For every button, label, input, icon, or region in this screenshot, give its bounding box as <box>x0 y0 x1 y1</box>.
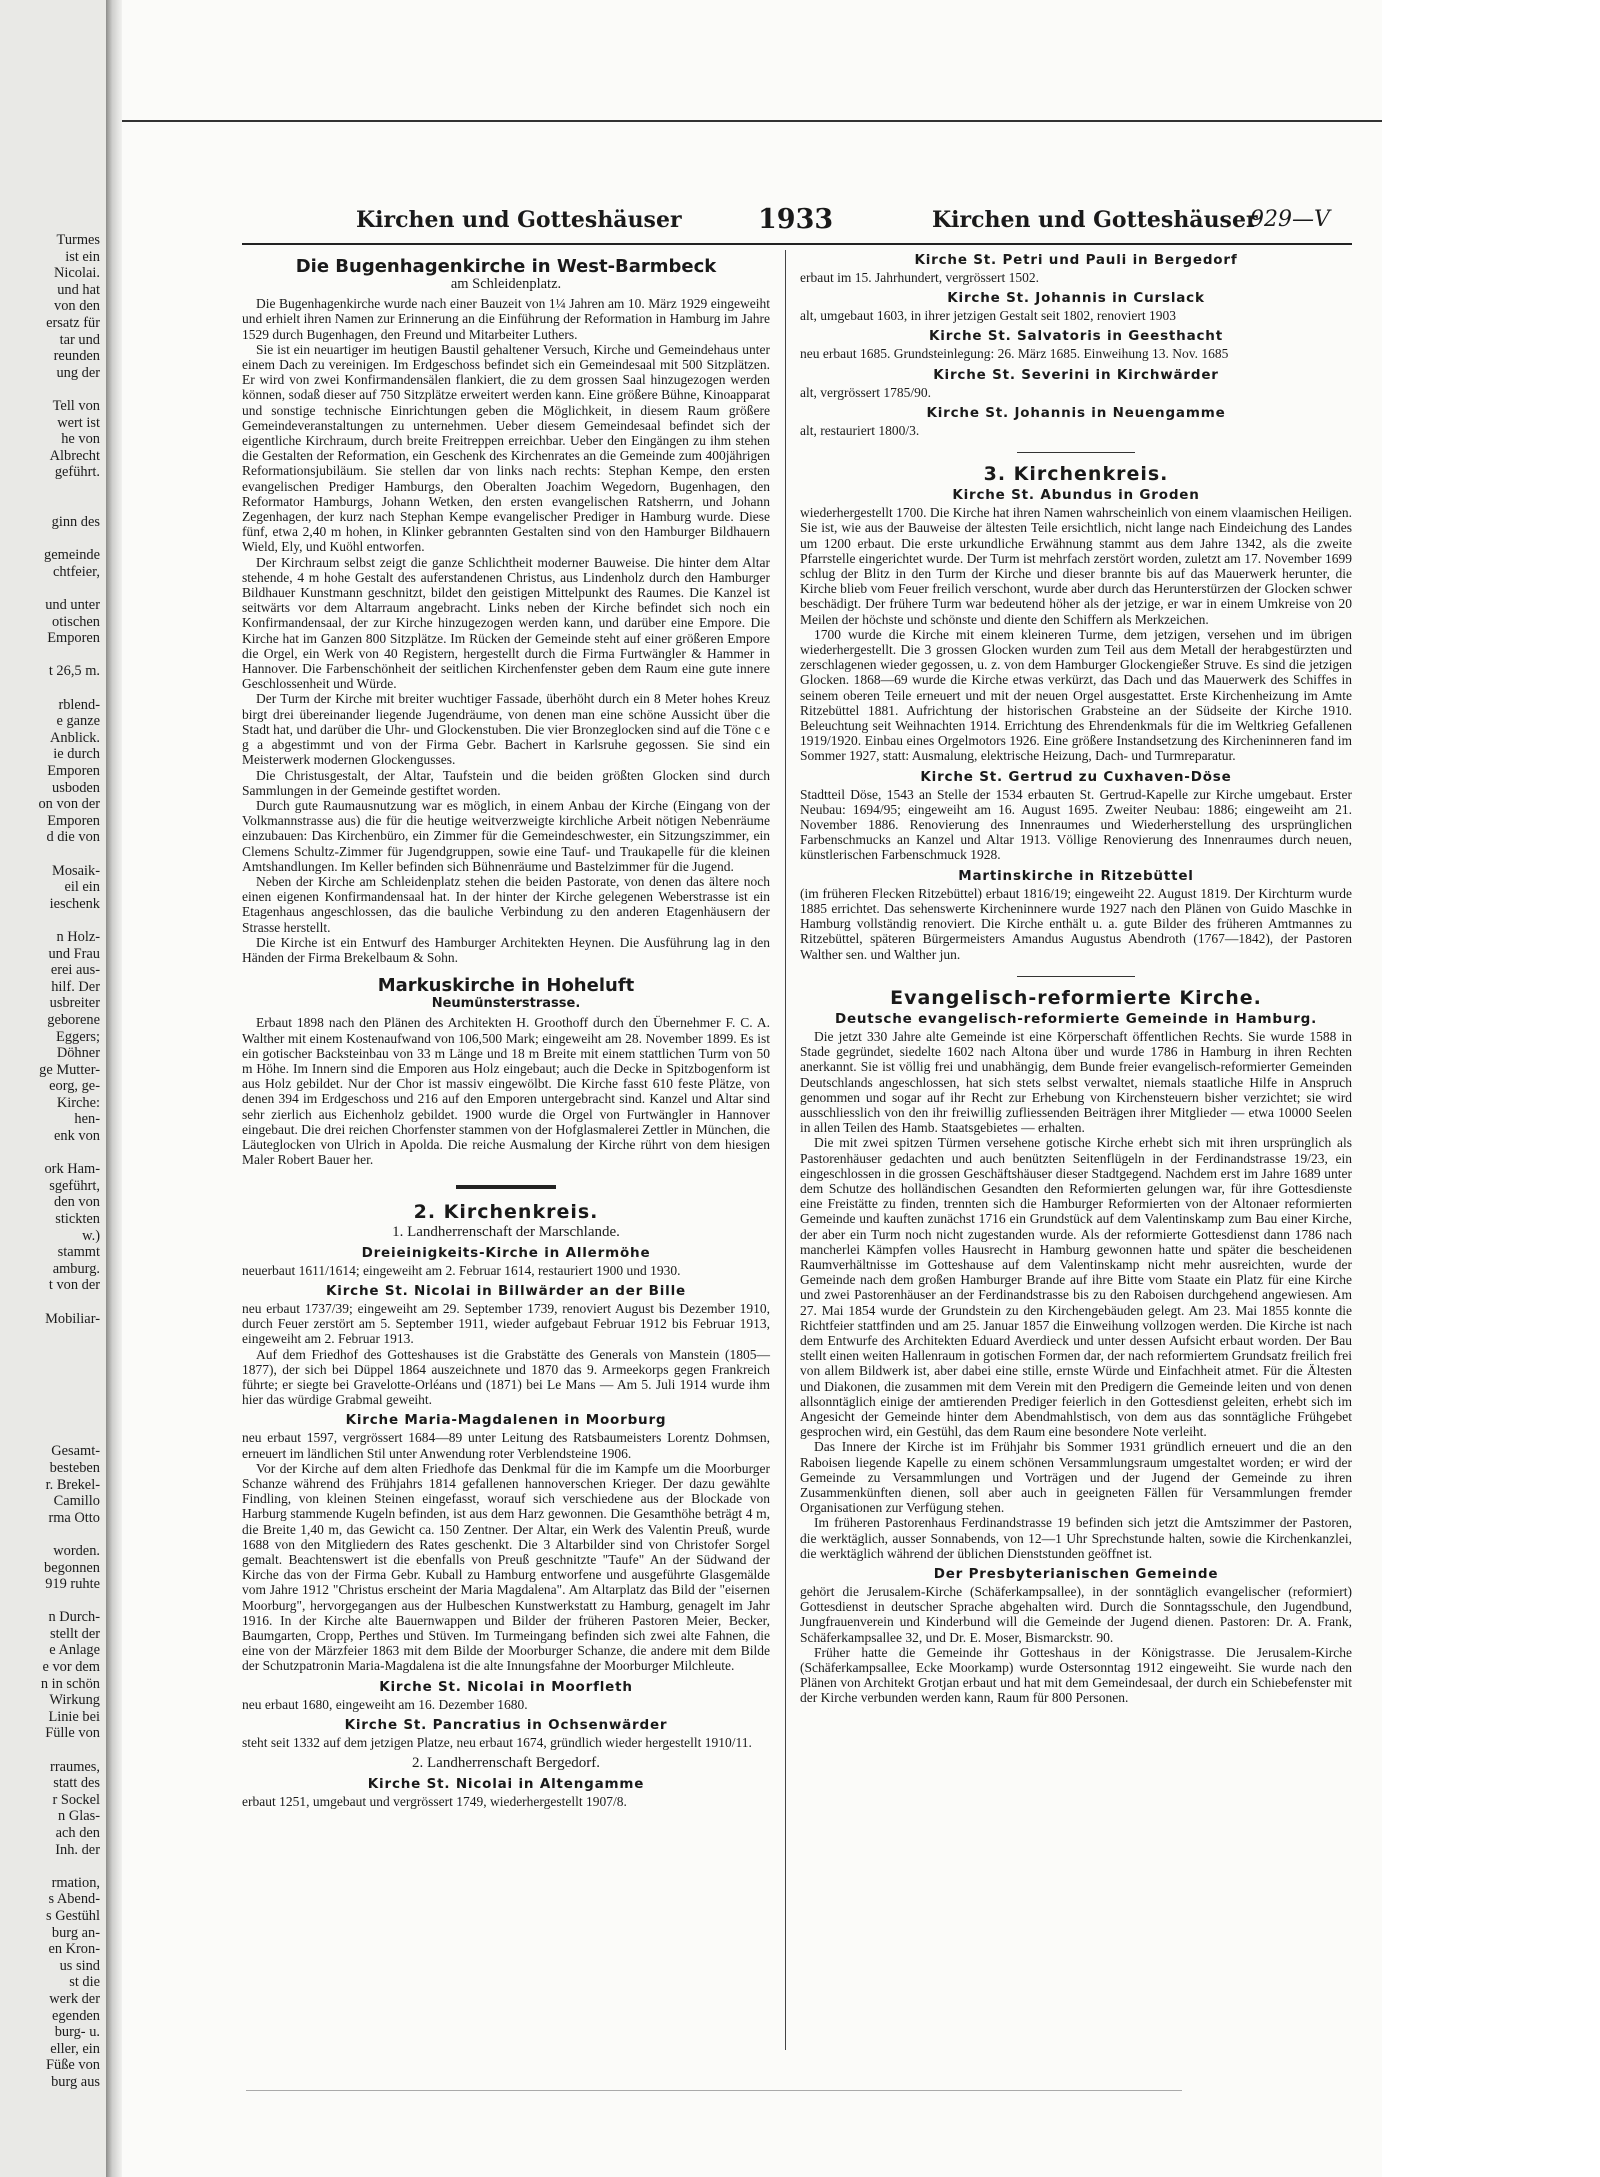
facing-page-line: den von <box>54 1194 100 1211</box>
facing-page-line: Mosaik- <box>52 862 100 879</box>
kreis3-title: 3. Kirchenkreis. <box>983 463 1169 486</box>
book-page <box>122 0 1382 2177</box>
facing-page-line <box>0 1360 100 1377</box>
facing-page-line: hen- <box>74 1111 100 1128</box>
facing-page-line: st die <box>69 1974 100 1991</box>
facing-page-line: t von der <box>48 1277 100 1294</box>
facing-page-line <box>0 1377 100 1394</box>
facing-page-line: on von der <box>38 796 100 813</box>
facing-page-line: rmation, <box>51 1874 100 1891</box>
facing-page-line: Füße von <box>46 2057 100 2074</box>
facing-page-line: stammt <box>57 1244 100 1261</box>
kreis2-title: 2. Kirchenkreis. <box>413 1201 599 1224</box>
facing-page-line <box>0 1410 100 1427</box>
facing-page-line: eil ein <box>64 879 100 896</box>
entry-title: Kirche St. Johannis in Curslack <box>947 290 1205 307</box>
entry-title: Kirche St. Gertrud zu Cuxhaven-Döse <box>920 768 1232 785</box>
facing-page-line: e Anlage <box>49 1642 100 1659</box>
facing-page-line <box>0 647 100 664</box>
entry-title: Kirche St. Severini in Kirchwärder <box>933 366 1219 383</box>
bottom-rule <box>246 2090 1182 2091</box>
bugenhagen-paragraph: Die Christusgestalt, der Altar, Taufstein und die beiden größten Glocken sind durch Sammlungen in der Gemeinde gestiftet worden. <box>242 767 770 798</box>
top-rule <box>122 120 1382 122</box>
entry-text: 1700 wurde die Kirche mit einem kleineren Turme, dem jetzigen, versehen und im übrigen wiederhergestellt. Die 3 grossen Glocken wurden zum Teil aus dem Metall der herabgestürzten und zerschlagenen wieder gegossen, u. z. von dem Hamburger Glockengießer Struve. Es sind die jetzigen Glocken. 1868—69 wurde die Kirche etwas verkürzt, das Dach und das Mauerwerk des Schiffes in seinem oberen Teile erneuert und mit der neuen Orgel ausgestattet. Erste Kirchenheizung im Amte Ritzebüttel 1881. Aufrichtung der historischen Grabsteine an der Südseite der Kirche 1910. Beleuchtung seit Weihnachten 1914. Errichtung des Ehrendenkmals für die im Weltkrieg Gefallenen 1919/1920. Einbau eines Orgelmotors 1926. Eine größere Instandsetzung des Kircheninneren fand im Sommer 1927, statt: Ausmalung, elektrische Heizung, Dach- und Turmreparatur. <box>800 626 1352 764</box>
facing-page-line: Camillo <box>53 1493 100 1510</box>
facing-page-line: w.) <box>82 1227 100 1244</box>
bugenhagen-paragraph: Neben der Kirche am Schleidenplatz stehen die beiden Pastorate, von denen das ältere noch einen eigenen Konfirmandensaal hat. In der hinter der Kirche gelegenen Weberstrasse ist ein Etagenhaus angeschlossen, das die bauliche Verbindung zu den anderen Etagenhäusern der Strasse herstellt. <box>242 873 770 935</box>
facing-page-line: burg- u. <box>54 2024 100 2041</box>
facing-page-line: d die von <box>46 829 100 846</box>
facing-page-line: rma Otto <box>48 1509 100 1526</box>
facing-page-line: geborene <box>47 1011 100 1028</box>
entry-title: Dreieinigkeits-Kirche in Allermöhe <box>361 1244 651 1261</box>
facing-page-line: ach den <box>55 1825 100 1841</box>
entry-title: Kirche St. Johannis in Neuengamme <box>926 404 1226 421</box>
facing-page-line: ginn des <box>51 514 100 531</box>
entry-text: (im früheren Flecken Ritzebüttel) erbaut 1816/19; eingeweiht 22. August 1819. Der Kirchturm wurde 1885 errichtet. Das sehenswerte Kircheninnere wurde 1927 nach den Plänen von Guido Maschke in Hamburg vollständig renoviert. Die Kirche enthält u. a. gute Bilder des früheren Amtmannes zu Ritzebüttel, späteren Bürgermeisters Amandus Augustus Abendroth (1767—1842), der Pastoren Walther sen. und Walther jun. <box>800 885 1352 962</box>
bugenhagen-paragraph: Die Bugenhagenkirche wurde nach einer Bauzeit von 1¼ Jahren am 10. März 1929 eingeweiht und erhielt ihren Namen zur Erinnerung an die Einführung der Reformation in Hamburg im Jahre 1529 durch Bugenhagen, den Freund und Mitarbeiter Luthers. <box>242 296 770 342</box>
facing-page-line <box>0 1742 100 1759</box>
bugenhagen-paragraph: Der Turm der Kirche mit breiter wuchtiger Fassade, überhöht durch ein 8 Meter hohes Kreuz birgt drei übereinander liegende Jugendräume, von denen man eine schöne Aussicht über die Stadt hat, und darüber die Uhr- und Glockenstuben. Die vier Bronzeglocken sind auf die Töne c e g a abgestimmt und von der Firma Gebr. Bachert in Karlsruhe gegossen. Sie sind ein Meisterwerk modernen Glockengusses. <box>242 691 770 768</box>
reformiert-paragraph: Im früheren Pastorenhaus Ferdinandstrasse 19 befinden sich jetzt die Amtszimmer der Pastoren, die werktäglich, ausser Sonnabends, von 12—1 Uhr Sprechstunde halten, sowie die Kirchenkanzlei, die werktäglich während der üblichen Dienststunden geöffnet ist. <box>800 1515 1352 1561</box>
facing-page-line: Kirche: <box>56 1094 100 1111</box>
header-rule <box>242 243 1352 245</box>
bugenhagen-paragraph: Sie ist ein neuartiger im heutigen Baustil gehaltener Versuch, Kirche und Gemeindehaus unter einem Dach zu vereinigen. Im Erdgeschoss befindet sich ein Gemeindesaal mit 500 Sitzplätzen. Er wird von zwei Konfirmandensälen flankiert, die zu dem grossen Saal hinzugezogen werden können, sodaß dieser auf 750 Sitzplätze erweitert werden kann. Eine größere Bühne, Kinoapparat und sonstige technische Einrichtungen geben die Möglichkeit, in diesem Raum größere Gemeindeveranstaltungen zu unternehmen. Ueber diesem Gemeindesaal befindet sich der eigentliche Kirchraum, durch breite Freitreppen erreichbar. Ueber den Eingängen zu ihm stehen die Gestalten der Reformation, ein Geschenk des Kirchenrates an die Gemeinde zum 400jährigen Reformationsjubiläum. Sie stellen dar von links nach rechts: Stephan Kempe, den ersten evangelischen Prediger Hamburgs, den Oberalten Joachim Wegedorn, Bugenhagen, den Reformator Hamburgs, Johann Wetken, den ersten evangelischen Ratsherrn, und Johann Zegenhagen, der kurz nach Stephan Kempe evangelischer Prediger in Hamburg wurde. Diese fünf, etwa 2,40 m hohen, in Klinker gebrannten Gestalten sind von den Hamburger Bildhauern Wield, Ely, und Kuöhl entworfen. <box>242 341 770 555</box>
facing-page-line: Inh. der <box>55 1841 100 1858</box>
facing-page-line: rblend- <box>58 696 100 713</box>
facing-page-line <box>0 1145 100 1162</box>
facing-page-line: begonnen <box>44 1559 100 1576</box>
header-year: 1933 <box>758 204 834 235</box>
presbyterian-paragraph: Früher hatte die Gemeinde ihr Gotteshaus in der Königstrasse. Die Jerusalem-Kirche (Schäferkampsallee, Ecke Moorkamp) wurde Ostersonntag 1912 eingeweiht. Sie wurde nach den Plänen von Architekt Grotjan erbaut und hat mit dem Gemeindesaal, der durch ein Schiebefenster mit der Kirche verbunden werden kann, Raum für 800 Personen. <box>800 1644 1352 1706</box>
facing-page-line: he von <box>61 431 100 448</box>
facing-page-fragment <box>0 0 106 2177</box>
facing-page-line: Emporen <box>47 763 100 779</box>
facing-page-line <box>0 1858 100 1875</box>
facing-page-line <box>0 1294 100 1311</box>
facing-page-line: ersatz für <box>46 314 100 331</box>
entry-text: wiederhergestellt 1700. Die Kirche hat ihren Namen wahrscheinlich von einem vlaamischen Heiligen. Sie ist, wie aus der Bauweise der ältesten Teile ersichtlich, nicht lange nach Eindeichung des Landes um 1200 erbaut. Die erste urkundliche Erwähnung stammt aus dem Jahre 1342, als die zweite Pfarrstelle eingerichtet wurde. Der Turm ist mehrfach zerstört worden, zuletzt am 17. November 1699 schlug der Blitz in den Turm der Kirche und dieser brannte bis auf das Mauerwerk herunter, die Kirche blieb vom Feuer freilich verschont, wurde aber durch das Herunterstürzen der Glocken schwer beschädigt. Der frühere Turm war bedeutend höher als der jetzige, er war in einem Umkreise von 20 Meilen der höchste und schönste und diente den Schiffern als Merkzeichen. <box>800 505 1352 627</box>
facing-page-line: besteben <box>49 1459 100 1476</box>
bezirk-bergedorf: 2. Landherrenschaft Bergedorf. <box>412 1755 600 1772</box>
facing-page-line <box>0 481 100 498</box>
facing-page-line: Emporen <box>47 812 100 829</box>
bugenhagen-subtitle: am Schleidenplatz. <box>450 276 562 292</box>
facing-page-line: Turmes <box>56 232 100 248</box>
presbyterian-title: Der Presbyterianischen Gemeinde <box>933 1566 1219 1583</box>
facing-page-line: stellt der <box>50 1625 100 1642</box>
facing-page-line: tar und <box>59 331 100 348</box>
bugenhagen-paragraph: Der Kirchraum selbst zeigt die ganze Schlichtheit moderner Bauweise. Die hinter dem Altar stehende, 4 m hohe Gestalt des auferstandenen Christus, aus Lindenholz durch den Hamburger Bildhauer Kunstmann geschnitzt, bildet den geistigen Mittelpunkt des Raumes. Die Kanzel ist seitwärts vor dem Altarraum angebracht. Links neben der Kirche befindet sich noch ein Konfirmandensaal, der zur Kirche hinzugezogen werden kann, und darüber eine Empore. Die Kirche hat im Ganzen 800 Sitzplätze. Im Rücken der Gemeinde steht auf einer größeren Empore die Orgel, ein Werk von 40 Registern, hergestellt durch die Firma Furtwängler & Hammer in Hannover. Die Farbenschönheit der seitlichen Kirchenfenster geben dem Raum eine gute innere Geschlossenheit und Würde. <box>242 554 770 692</box>
facing-page-line <box>0 912 100 929</box>
facing-page-line: otischen <box>52 613 100 630</box>
entry-text: neu erbaut 1685. Grundsteinlegung: 26. März 1685. Einweihung 13. Nov. 1685 <box>800 346 1229 362</box>
facing-page-text <box>0 232 100 2091</box>
facing-page-line <box>0 580 100 597</box>
facing-page-line: Anblick. <box>50 729 100 746</box>
reformiert-paragraph: Die mit zwei spitzen Türmen versehene gotische Kirche erhebt sich mit ihren ursprünglich als Pastorenhäuser gedachten und auch benützten Seitenflügeln in der Ferdinandstrasse 19/23, ein eingeschlossen in die grossen Geschäftshäuser dieser Stadtgegend. Nachdem erst im Jahre 1689 unter dem Schutze des holländischen Gesandten den Reformierten gelungen war, für ihre Gottesdienste eine Freistätte zu finden, trennten sich die Hamburger Reformierten von der Altonaer reformierten Gemeinde und kauften zunächst 1716 ein Grundstück auf dem Valentinskamp zum Bau einer Kirche, der aber ein Turm noch nicht zugestanden wurde. Als der reformierte Gottesdienst dann 1786 nach mancherlei Kämpfen volles Hausrecht in Hamburg gewonnen hatte und später die bescheidenen Raumverhältnisse im Gotteshause auf dem Valentinskamp nicht mehr ausreichten, wurde der Gemeinde nach dem großen Hamburger Brande auf ihre Bitte vom Staate ein Platz für eine Kirche und zwei Pastorenhäuser an der Ferdinandstrasse bis zu den Raboisen durchgehend angewiesen. Am 27. Mai 1854 wurde der Grundstein zu den Kirchengebäuden gelegt. Am 23. Mai 1855 konnte die Richtfeier stattfinden und am 25. Januar 1857 die Einweihung vollzogen werden. Die Kirche ist nach dem Entwurfe des Architekten Eduard Averdieck und unter dessen Aufsicht erbaut worden. Der Bau stellt einen weiten Hallenraum in gotischen Formen dar, der nach reformiertem Grundsatz freilich frei von allem Bildwerk ist, aber dabei eine stille, ernste Würde und Einfachheit atmet. Für die Ältesten und Diakonen, die zusammen mit dem Verein mit den Predigern die Gemeinde leiten und von denen allsonntäglich einige der amtierenden Prediger feierlich in den Gottesdienst geleiten, erhebt sich im Angesicht der Gemeinde hinter dem Abendmahlstisch, von dem aus das sonntägliche Frühgebet gesprochen wird, ein Gestühl, das dem Raum eine besondere Note verleiht. <box>800 1135 1352 1440</box>
entry-title: Kirche St. Salvatoris in Geesthacht <box>929 328 1223 345</box>
facing-page-line: n Glas- <box>58 1808 100 1825</box>
facing-page-line: Fülle von <box>45 1725 100 1742</box>
section-separator <box>456 1185 556 1189</box>
facing-page-line: und unter <box>45 597 100 614</box>
facing-page-line: ist ein <box>65 248 100 265</box>
facing-page-line: geführt. <box>54 464 100 481</box>
header-right-title: Kirchen und Gotteshäuser <box>932 207 1258 233</box>
facing-page-line: ieschenk <box>49 895 100 912</box>
facing-page-line: chtfeier, <box>53 563 100 580</box>
entry-text: erbaut 1251, umgebaut und vergrössert 1749, wiederhergestellt 1907/8. <box>242 1794 627 1810</box>
entry-text: alt, restauriert 1800/3. <box>800 422 920 438</box>
facing-page-line: ork Ham- <box>44 1161 100 1178</box>
facing-page-line <box>0 846 100 863</box>
facing-page-line: egenden <box>52 2007 100 2024</box>
entry-text: Auf dem Friedhof des Gotteshauses ist die Grabstätte des Generals von Manstein (1805—1877), der sich bei Düppel 1864 auszeichnete und 1870 das 9. Armeekorps gegen Frankreich führte; er siegte bei Gravelotte-Orléans und (1871) bei Le Mans — Am 5. Juli 1914 wurde ihm hier das würdige Grabmal geweiht. <box>242 1346 770 1408</box>
reformiert-paragraph: Die jetzt 330 Jahre alte Gemeinde ist eine Körperschaft öffentlichen Rechts. Sie wurde 1588 in Stade gegründet, siedelte 1602 nach Altona über und wurde 1786 in Hamburg in ihren Rechten anerkannt. Sie ist völlig frei und unabhängig, dem Bunde freier evangelisch-reformierter Gemeinden Deutschlands angeschlossen, hat sich stets selbst verwaltet, niemals staatliche Hilfe in Anspruch genommen und sogar auf ihr Recht zur Erhebung von Kirchensteuern bisher verzichtet; sie wird ausschliesslich von den ihr freiwillig zufliessenden Beiträgen ihrer Mitglieder — etwa 10000 Seelen in allen Teilen des Hamb. Staatsgebietes — erhalten. <box>800 1028 1352 1136</box>
facing-page-line: Eggers; <box>56 1028 100 1045</box>
facing-page-line <box>0 1327 100 1344</box>
entry-text: alt, vergrössert 1785/90. <box>800 384 931 400</box>
column-divider <box>785 250 786 2050</box>
facing-page-line: eller, ein <box>50 2040 100 2057</box>
facing-page-line: us sind <box>59 1957 100 1974</box>
facing-page-line <box>0 1427 100 1444</box>
facing-page-line: Emporen <box>47 630 100 647</box>
facing-page-line: ie durch <box>53 746 100 763</box>
facing-page-line: usbreiter <box>49 995 100 1012</box>
facing-page-line: stickten <box>55 1211 100 1228</box>
header-left-title: Kirchen und Gotteshäuser <box>356 207 682 233</box>
facing-page-line: gemeinde <box>44 547 100 564</box>
entry-text: steht seit 1332 auf dem jetzigen Platze, neu erbaut 1674, gründlich wieder hergestellt 1910/11. <box>242 1734 752 1750</box>
facing-page-line: Wirkung <box>49 1692 100 1709</box>
facing-page-line: Albrecht <box>49 447 100 464</box>
entry-title: Kirche St. Nicolai in Billwärder an der Bille <box>326 1282 686 1299</box>
page-fold-shadow <box>106 0 122 2177</box>
facing-page-line: Döhner <box>56 1045 100 1062</box>
entry-title: Kirche St. Petri und Pauli in Bergedorf <box>914 252 1238 268</box>
entry-title: Kirche St. Pancratius in Ochsenwärder <box>344 1716 668 1733</box>
facing-page-line: eorg, ge- <box>49 1078 100 1095</box>
entry-text: Vor der Kirche auf dem alten Friedhofe das Denkmal für die im Kampfe um die Moorburger Schanze während des Frühjahrs 1814 gefallenen hannoverschen Krieger. Der dazu gewählte Findling, von kleinen Steinen eingefasst, worauf sich verschiedene aus der Blockade von Harburg stammende Kugeln befinden, ist aus dem Harz gewonnen. Die Gesamthöhe beträgt 4 m, die Breite 1,40 m, das Gewicht ca. 150 Zentner. Der Altar, ein Werk des Valentin Preuß, wurde 1688 von den Mitgliedern des Rates geschenkt. Die 3 Altarbilder sind von Christofer Sorgel gemalt. Beachtenswert ist die ebenfalls von Preuß geschnitzte "Taufe" An der Südwand der Kirche das von der Firma Gebr. Kuball zu Hamburg entworfene und ausgeführte Glasgemälde vom Jahre 1912 "Christus erscheint der Maria Magdalena". Am Altarplatz das Bild der "eisernen Moorburg", hervorgegangen aus der Hulbeschen Kunstwerkstatt zu Hamburg, genagelt im Jahr 1916. In der Kirche alte Bauernwappen und Bilder der früheren Pastoren Meier, Becker, Baumgarten, Cropp, Perthes und Stüven. Im Turmeingang befinden sich zwei alte Fahnen, die eine von der Märzfeier 1863 mit dem Bilde der Moorburger Schanze, die andere mit dem Bilde der Schutzpatronin Maria-Magdalena ist die alte Innungsfahne der Moorburger Milchleute. <box>242 1460 770 1674</box>
facing-page-line: worden. <box>53 1542 100 1559</box>
facing-page-line: ung der <box>56 364 100 381</box>
entry-title: Kirche St. Abundus in Groden <box>952 487 1200 504</box>
facing-page-line <box>0 1394 100 1411</box>
facing-page-line: werk der <box>49 1990 100 2007</box>
facing-page-line: Tell von <box>52 397 100 414</box>
facing-page-line: en Kron- <box>48 1941 100 1958</box>
facing-page-line: Nicolai. <box>54 265 100 282</box>
entry-title: Kirche St. Nicolai in Altengamme <box>367 1776 645 1793</box>
facing-page-line: burg aus <box>51 2073 100 2090</box>
facing-page-line <box>0 1344 100 1361</box>
running-header <box>122 204 1382 241</box>
bugenhagen-paragraph: Durch gute Raumausnutzung war es möglich, in einem Anbau der Kirche (Eingang von der Volkmannstrasse aus) die für die heutige weitverzweigte kirchliche Arbeit nötigen Nebenräume einzubauen: Das Kirchenbüro, ein Zimmer für die Gemeindeschwester, ein Sitzungszimmer, ein Clemens Schultz-Zimmer für Jugendgruppen, sowie eine Tauf- und Traukapelle für die kleinen Amtshandlungen. Im Keller befinden sich Bühnenräume und Bastelzimmer für die Jugend. <box>242 797 770 874</box>
facing-page-line: ge Mutter- <box>39 1061 100 1078</box>
facing-page-line: sgeführt, <box>49 1177 100 1194</box>
facing-page-line: und hat <box>57 281 100 298</box>
left-column <box>242 252 770 1809</box>
facing-page-line: e vor dem <box>42 1659 100 1676</box>
facing-page-line <box>0 381 100 398</box>
facing-page-line <box>0 1593 100 1610</box>
facing-page-line: n in schön <box>40 1675 100 1692</box>
facing-page-line: amburg. <box>52 1260 100 1277</box>
facing-page-line: 919 ruhte <box>45 1576 100 1593</box>
reformiert-title: Evangelisch-reformierte Kirche. <box>890 986 1262 1009</box>
right-column <box>800 252 1352 1706</box>
section-separator <box>1017 452 1135 453</box>
entry-title: Kirche Maria-Magdalenen in Moorburg <box>345 1412 667 1429</box>
facing-page-line: von den <box>54 298 100 315</box>
entry-text: Stadtteil Döse, 1543 an Stelle der 1534 erbauten St. Gertrud-Kapelle zur Kirche umgebaut. Erster Neubau: 1694/95; eingeweiht am 16. August 1695. Zweiter Neubau: 1886; eingeweiht am 21. November 1886. Renovierung des Innenraumes und Wiederherstellung des ursprünglichen Farbenschmucks an Kanzel und Altar 1913. Völlige Renovierung des Innenraumes durch neuen, künstlerischen Farbenschmuck 1928. <box>800 786 1352 863</box>
page-number: 929—V <box>1250 207 1330 232</box>
entry-title: Kirche St. Nicolai in Moorfleth <box>379 1678 633 1695</box>
facing-page-line: e ganze <box>56 713 100 730</box>
facing-page-line: erei aus- <box>50 962 100 979</box>
facing-page-line: und Frau <box>48 945 100 962</box>
entry-text: neu erbaut 1680, eingeweiht am 16. Dezember 1680. <box>242 1696 528 1712</box>
facing-page-line: wert ist <box>57 414 100 431</box>
facing-page-line: r. Brekel- <box>45 1476 100 1493</box>
facing-page-line: reunden <box>53 348 100 365</box>
facing-page-line: Linie bei <box>48 1708 100 1725</box>
facing-page-line: usboden <box>52 779 100 796</box>
facing-page-line: t 26,5 m. <box>48 663 100 680</box>
facing-page-line: rraumes, <box>50 1758 100 1775</box>
facing-page-line: n Durch- <box>48 1609 100 1626</box>
markus-title: Markuskirche in Hoheluft <box>377 975 635 997</box>
facing-page-line: s Abend- <box>48 1891 100 1908</box>
entry-text: neu erbaut 1737/39; eingeweiht am 29. September 1739, renoviert August bis Dezember 1910, durch Feuer zerstört am 5. September 1911, wieder aufgebaut Februar 1912 bis Februar 1913, eingeweiht am 2. Februar 1913. <box>242 1300 770 1347</box>
section-separator <box>1017 976 1135 977</box>
facing-page-line: enk von <box>54 1128 100 1145</box>
facing-page-line <box>0 680 100 697</box>
reformiert-subtitle: Deutsche evangelisch-reformierte Gemeinde in Hamburg. <box>834 1010 1318 1027</box>
reformiert-paragraph: Das Innere der Kirche ist im Frühjahr bis Sommer 1931 gründlich erneuert und die an den Raboisen liegende Kapelle zu einem schönen Versammlungsraum umgestaltet worden; er wird der Gemeinde zu Versammlungen und Vorträgen und der Jugend der Gemeinde zu ihren Zusammenkünften dienen, soll aber auch in geeigneten Fällen für Versammlungen fremder Organisationen zur Verfügung stehen. <box>800 1439 1352 1516</box>
entry-text: neuerbaut 1611/1614; eingeweiht am 2. Februar 1614, restauriert 1900 und 1930. <box>242 1262 681 1278</box>
facing-page-line: hilf. Der <box>51 978 100 995</box>
entry-text: neu erbaut 1597, vergrössert 1684—89 unter Leitung des Ratsbaumeisters Lorentz Dohmsen, erneuert im ländlichen Stil unter Anwendung roter Verblendsteine 1906. <box>242 1430 770 1461</box>
facing-page-line: Gesamt- <box>51 1443 100 1460</box>
facing-page-line: n Holz- <box>56 928 100 945</box>
bugenhagen-paragraph: Die Kirche ist ein Entwurf des Hamburger Architekten Heynen. Die Ausführung lag in den Händen der Firma Brekelbaum & Sohn. <box>242 934 770 965</box>
facing-page-line: Mobiliar- <box>45 1310 100 1327</box>
entry-title: Martinskirche in Ritzebüttel <box>958 867 1194 884</box>
markus-paragraph: Erbaut 1898 nach den Plänen des Architekten H. Groothoff durch den Übernehmer F. C. A. Walther mit einem Kostenaufwand von 106,500 Mark; eingeweiht am 28. November 1899. Es ist ein gotischer Backsteinbau von 33 m Länge und 18 m Breite mit einem stattlichen Turm von 50 m Höhe. Im Innern sind die Emporen aus Holz eingebaut; auch die Decke in Spitzbogenform ist aus Holz gebildet. Nur der Chor ist massiv eingewölbt. Die Kirche fasst 610 feste Plätze, von denen 394 im Erdgeschoss und 216 auf den Emporen untergebracht sind. Kanzel und Altar sind sehr zierlich aus Eichenholz gebildet. 1900 wurde die Orgel von Furtwängler in Hannover eingebaut. Die drei reichen Chorfenster stammen von der Hofglasmalerei Zettler in München, die Läuteglocken von Ulrich in Apolda. Die reiche Ausmalung der Kirche rührt von dem hiesigen Maler Robert Bauer her. <box>242 1015 770 1168</box>
facing-page-line: statt des <box>53 1775 100 1792</box>
facing-page-line: s Gestühl <box>46 1907 100 1924</box>
bezirk-marschlande: 1. Landherrenschaft der Marschlande. <box>392 1223 620 1240</box>
facing-page-line <box>0 1526 100 1543</box>
presbyterian-paragraph: gehört die Jerusalem-Kirche (Schäferkampsallee), in der sonntäglich evangelischer (reformiert) Gottesdienst in deutscher Sprache abgehalten wird. Durch die Sonntagsschule, den Jugendbund, Jungfrauenverein und Kinderbund will die Gemeinde der Jugend dienen. Pastoren: Dr. A. Frank, Schäferkampsallee 32, und Dr. E. Moser, Bismarckstr. 90. <box>800 1584 1352 1645</box>
facing-page-line: burg an- <box>51 1924 100 1941</box>
facing-page-line <box>0 498 100 515</box>
entry-text: erbaut im 15. Jahrhundert, vergrössert 1502. <box>800 270 1039 285</box>
facing-page-line: r Sockel <box>52 1791 100 1808</box>
entry-text: alt, umgebaut 1603, in ihrer jetzigen Gestalt seit 1802, renoviert 1903 <box>800 308 1177 324</box>
bugenhagen-title: Die Bugenhagenkirche in West-Barmbeck <box>295 256 717 277</box>
markus-subtitle: Neumünsterstrasse. <box>431 996 581 1012</box>
facing-page-line <box>0 531 100 548</box>
